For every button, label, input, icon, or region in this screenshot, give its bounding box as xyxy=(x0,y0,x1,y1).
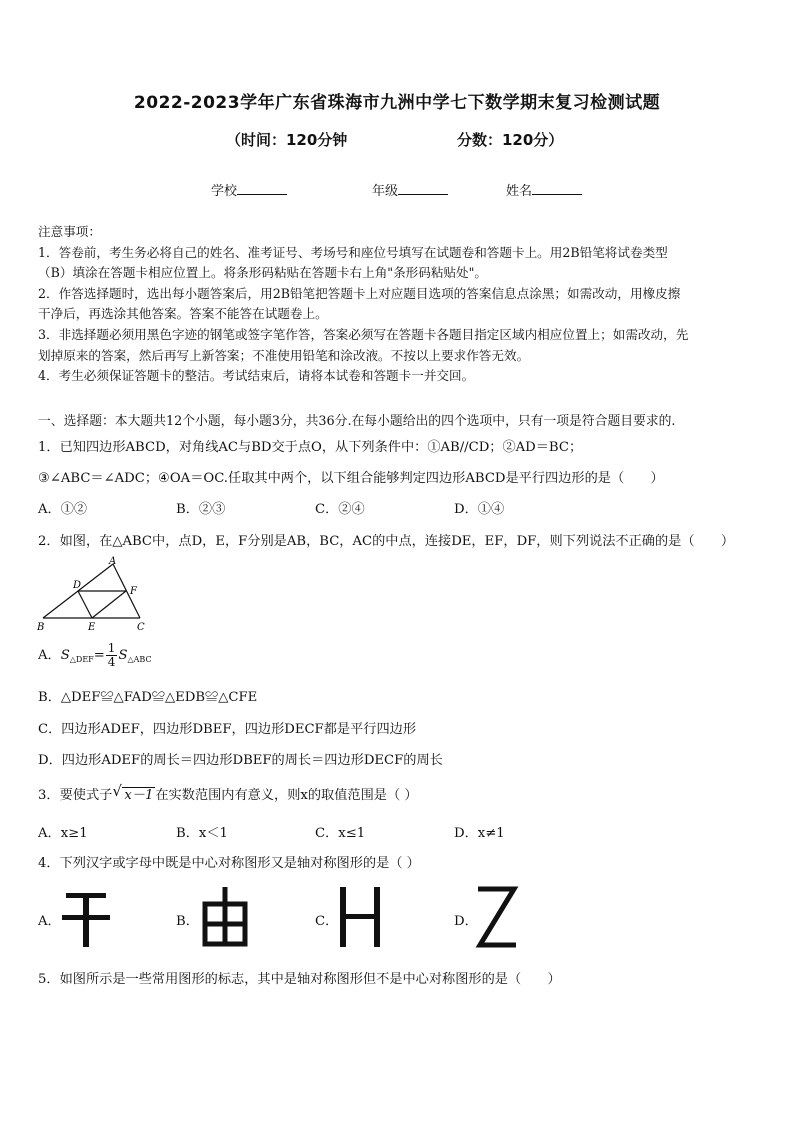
name-field xyxy=(506,180,582,199)
fraction-denominator: 4 xyxy=(107,655,116,669)
q1-option-b[interactable]: B．②③ xyxy=(176,502,226,517)
grade-blank[interactable] xyxy=(398,182,448,195)
instruction-line: 1．答卷前，考生务必将自己的姓名、准考证号、考场号和座位号填写在试题卷和答题卡上。用2B铅笔将试卷类型 xyxy=(38,244,668,260)
instruction-line: 4．考生必须保证答题卡的整洁。考试结束后，请将本试卷和答题卡一并交回。 xyxy=(38,368,475,384)
q2-option-c[interactable]: C．四边形ADEF，四边形DBEF，四边形DECF都是平行四边形 xyxy=(38,722,417,737)
q2-option-d[interactable]: D．四边形ADEF的周长＝四边形DBEF的周长＝四边形DECF的周长 xyxy=(38,753,443,768)
q3-option-d[interactable]: D．x≠1 xyxy=(454,826,505,841)
label-c: C xyxy=(137,622,145,633)
exam-subtitle xyxy=(0,129,794,149)
instruction-line: 干净后，再选涂其他答案。答案不能答在试题卷上。 xyxy=(38,306,328,322)
grade-label: 年级 xyxy=(372,184,399,199)
fraction-numerator: 1 xyxy=(107,641,116,655)
q2-option-a-rhs: S xyxy=(118,648,128,663)
q4-glyph-gan xyxy=(60,885,112,949)
h-bar-stroke xyxy=(340,914,380,919)
instruction-line: 划掉原来的答案，然后再写上新答案；不准使用铅笔和涂改液。不按以上要求作答无效。 xyxy=(38,347,530,363)
q2-option-b[interactable]: B．△DEF≌△FAD≌△EDB≌△CFE xyxy=(38,690,258,705)
q4-glyph-z xyxy=(474,885,520,949)
exam-title: 2022-2023学年广东省珠海市九洲中学七下数学期末复习检测试题 xyxy=(133,93,661,113)
instruction-line: 3．非选择题必须用黑色字迹的钢笔或签字笔作答，答案必须写在答题卡各题目指定区域内相应位置上；如需改动，先 xyxy=(38,326,689,342)
label-f: F xyxy=(130,586,137,597)
q2-option-a-prefix: A． xyxy=(38,648,61,663)
q2-option-a-lhs-sub: △DEF xyxy=(69,655,94,664)
grade-field xyxy=(372,180,448,199)
q1-stem-line2: ③∠ABC＝∠ADC；④OA＝OC.任取其中两个，以下组合能够判定四边形ABCD是平行四边形的是（ ） xyxy=(38,471,664,486)
school-field xyxy=(211,180,287,199)
q3-option-c[interactable]: C．x≤1 xyxy=(315,826,366,841)
school-blank[interactable] xyxy=(237,182,287,195)
q3-option-b[interactable]: B．x＜1 xyxy=(176,826,228,841)
section-heading: 一、选择题：本大题共12个小题，每小题3分，共36分.在每小题给出的四个选项中，只有一项是符合题目要求的. xyxy=(38,414,676,429)
q2-option-a-fraction xyxy=(106,642,118,669)
q4-option-a-label[interactable]: A． xyxy=(38,914,61,929)
q3-stem xyxy=(38,784,778,803)
z-stroke xyxy=(478,889,516,945)
instruction-line: 2．作答选择题时，选出每小题答案后，用2B铅笔把答题卡上对应题目选项的答案信息点涂黑；如需改动，用橡皮擦 xyxy=(38,285,681,301)
exam-score: 分数：120分） xyxy=(457,131,564,149)
label-b: B xyxy=(37,622,45,633)
q3-stem-pre: 3．要使式子 xyxy=(38,788,113,803)
sqrt-expression xyxy=(112,784,155,803)
q2-triangle-figure xyxy=(36,556,156,636)
name-label: 姓名 xyxy=(506,184,533,199)
radical-sign: √ xyxy=(112,782,122,800)
radicand: x－1 xyxy=(124,788,154,803)
q2-option-a-lhs: S xyxy=(60,648,70,663)
q4-option-c-label[interactable]: C． xyxy=(315,914,339,929)
q4-option-b-label[interactable]: B． xyxy=(176,914,199,929)
q4-stem: 4．下列汉字或字母中既是中心对称图形又是轴对称图形的是（ ） xyxy=(38,856,420,871)
q3-option-a[interactable]: A．x≥1 xyxy=(38,826,88,841)
instructions xyxy=(38,222,758,387)
instruction-line: （B）填涂在答题卡相应位置上。将条形码粘贴在答题卡右上角"条形码粘贴处"。 xyxy=(38,265,488,281)
segment-ef xyxy=(92,591,126,618)
label-e: E xyxy=(88,622,96,633)
q4-glyph-h xyxy=(336,885,386,949)
instructions-heading: 注意事项： xyxy=(38,224,101,239)
school-label: 学校 xyxy=(211,184,238,199)
student-info xyxy=(0,180,794,200)
q3-stem-post: 在实数范围内有意义，则x的取值范围是（ ） xyxy=(155,788,418,803)
gan-vertical-stroke xyxy=(83,893,89,947)
q2-option-a-rhs-sub: △ABC xyxy=(127,655,152,664)
label-d: D xyxy=(73,580,82,591)
q5-stem: 5．如图所示是一些常用图形的标志，其中是轴对称图形但不是中心对称图形的是（ ） xyxy=(38,972,561,987)
q1-option-a[interactable]: A．①② xyxy=(38,502,88,517)
exam-time: （时间：120分钟 xyxy=(226,131,348,149)
q1-stem-line1: 1．已知四边形ABCD，对角线AC与BD交于点O，从下列条件中：①AB//CD；②AD＝BC； xyxy=(38,440,583,455)
name-blank[interactable] xyxy=(532,182,582,195)
q2-option-a-eq: = xyxy=(93,648,105,663)
label-a: A xyxy=(109,556,117,567)
q1-option-c[interactable]: C．②④ xyxy=(315,502,365,517)
q4-glyph-you xyxy=(200,885,250,949)
q2-stem: 2．如图，在△ABC中，点D，E，F分别是AB，BC，AC的中点，连接DE，EF，DF，则下列说法不正确的是（ ） xyxy=(38,534,735,549)
q4-option-d-label[interactable]: D． xyxy=(454,914,478,929)
segment-de xyxy=(78,591,92,618)
q1-option-d[interactable]: D．①④ xyxy=(454,502,505,517)
q2-option-a[interactable] xyxy=(38,642,152,669)
